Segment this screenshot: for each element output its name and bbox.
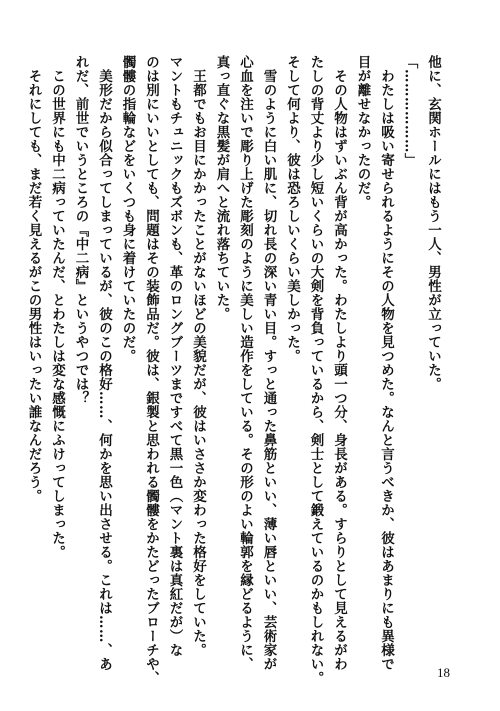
page-number: 18 <box>437 665 450 680</box>
text-line: れだ、前世でいうところの『中二病』というやつでは？ <box>72 55 89 405</box>
text-line: その人物はずいぶん背が高かった。わたしより頭一つ分、身長がある。すらりとして見えるがわ <box>331 55 347 671</box>
text-line: 真っ直ぐな黒髪が肩へと流れ落ちていた。 <box>213 55 230 321</box>
text-line: のは別にいいとしても、問題はその装飾品だ。彼は、銀製と思われる髑髏をかたどったブローチや、 <box>143 55 159 685</box>
text-line: それにしても、まだ若く見えるがこの男性はいったい誰なんだろう。 <box>25 55 42 503</box>
text-line: マントもチュニックもズボンも、革のロングブーツまですべて黒一色（マント裏は真紅だが）な <box>166 55 183 657</box>
text-line: 「………………」 <box>401 55 418 167</box>
text-line: 王都でもお目にかかったことがないほどの美貌だが、彼はいささか変わった格好をしていた。 <box>190 55 206 657</box>
text-line: この世界にも中二病っていたんだ、とわたしは変な感慨にふけってしまった。 <box>49 55 65 559</box>
text-line: たしの背丈より少し短いくらいの大剣を背負っているから、剣士として鍛えているのかもしれない。 <box>307 55 324 685</box>
text-line: 他に、玄関ホールにはもう一人、男性が立っていた。 <box>425 55 441 391</box>
text-line: そして何より、彼は恐ろしいくらい美しかった。 <box>284 55 300 363</box>
text-line: 心血を注いで彫り上げた彫刻のように美しい造作をしている。その形のよい輪郭を縁どるように、 <box>237 55 253 671</box>
text-line: 髑髏の指輪などをいくつも身に着けていたのだ。 <box>119 55 136 363</box>
text-line: 雪のように白い肌に、切れ長の深い青い目。すっと通った鼻筋といい、薄い唇といい、芸術家が <box>260 55 277 671</box>
text-line: 目が離せなかったのだ。 <box>354 55 371 209</box>
text-line: 美形だから似合ってしまっているが、彼のこの格好……、何かを思い出させる。これは……、あ <box>96 55 112 671</box>
text-line: わたしは吸い寄せられるようにその人物を見つめた。なんと言うべきか、彼はあまりにも異様で <box>378 55 394 671</box>
